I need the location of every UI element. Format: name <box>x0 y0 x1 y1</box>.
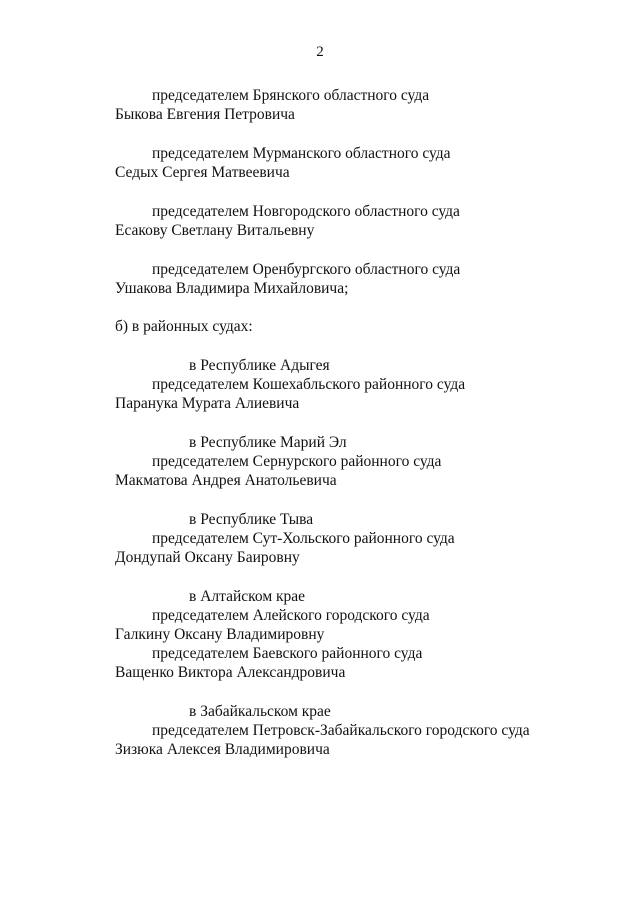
person-name: Паранука Мурата Алиевича <box>115 395 300 412</box>
position-line: председателем Брянского областного суда <box>152 87 430 104</box>
person-name: Макматова Андрея Анатольевича <box>115 472 337 489</box>
region-heading: в Республике Тыва <box>189 511 314 528</box>
position-line: председателем Петровск-Забайкальского городского суда <box>152 722 530 739</box>
person-name: Есакову Светлану Витальевну <box>115 222 315 239</box>
position-line: председателем Кошехабльского районного суда <box>152 376 466 393</box>
position-line: председателем Новгородского областного суда <box>152 203 460 220</box>
position-line: председателем Алейского городского суда <box>152 607 430 624</box>
person-name: Ващенко Виктора Александровича <box>115 664 346 681</box>
position-line: председателем Баевского районного суда <box>152 645 423 662</box>
position-line: председателем Сут-Хольского районного суда <box>152 530 455 547</box>
position-line: председателем Мурманского областного суда <box>152 145 451 162</box>
position-line: председателем Оренбургского областного суда <box>152 261 461 278</box>
region-heading: в Республике Марий Эл <box>189 434 347 451</box>
person-name: Дондупай Оксану Баировну <box>115 549 300 566</box>
person-name: Ушакова Владимира Михайловича; <box>115 280 349 297</box>
person-name: Галкину Оксану Владимировну <box>115 626 325 643</box>
person-name: Зизюка Алексея Владимировича <box>115 741 330 758</box>
region-heading: в Алтайском крае <box>189 588 306 605</box>
region-heading: в Забайкальском крае <box>189 703 331 720</box>
position-line: председателем Сернурского районного суда <box>152 453 442 470</box>
region-heading: в Республике Адыгея <box>189 357 330 374</box>
section-heading: б) в районных судах: <box>115 318 253 335</box>
page-number: 2 <box>316 44 324 60</box>
person-name: Быкова Евгения Петровича <box>115 106 295 123</box>
person-name: Седых Сергея Матвеевича <box>115 164 290 181</box>
